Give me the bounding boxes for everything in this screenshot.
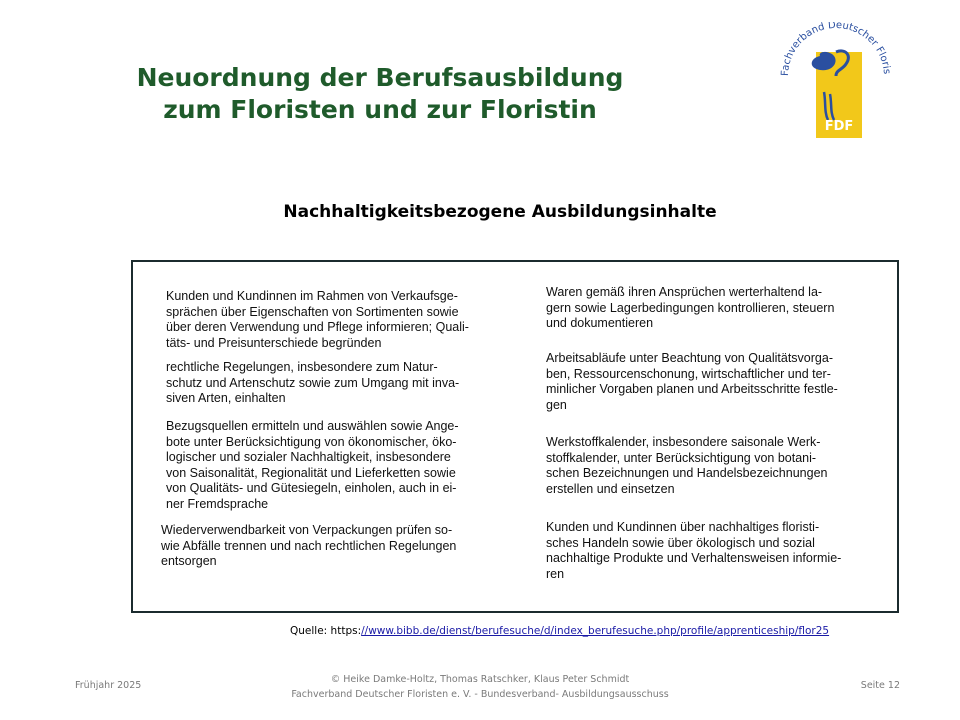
left-item-3: Bezugsquellen ermitteln und auswählen sowie Ange- bote unter Berücksichtigung von ökonomischer, öko- logischer und sozialer Nachhaltigkeit, insbesondere von Saisonalität, Regionalität und Lieferketten sowie von Qualitäts- und Gütesiegeln, einholen, auch in ei- ner Fremdsprache xyxy=(166,419,459,511)
left-item-2: rechtliche Regelungen, insbesondere zum Natur- schutz und Artenschutz sowie zum Umgang mit inva- siven Arten, einhalten xyxy=(166,360,460,406)
right-item-4: Kunden und Kundinnen über nachhaltiges floristi- sches Handeln sowie über ökologisch und sozial nachhaltige Produkte und Verhaltensweisen informie- ren xyxy=(546,520,842,581)
slide-title xyxy=(130,62,630,126)
footer-copyright xyxy=(280,672,680,702)
footer-page-number: Seite 12 xyxy=(860,680,900,691)
left-item-4: Wiederverwendbarkeit von Verpackungen prüfen so- wie Abfälle trennen und nach rechtlichen Regelungen entsorgen xyxy=(161,523,457,569)
footer-organization: Fachverband Deutscher Floristen e. V. - Bundesverband- Ausbildungsausschuss xyxy=(291,689,669,700)
fdf-logo xyxy=(776,22,896,140)
right-item-1: Waren gemäß ihren Ansprüchen werterhaltend la- gern sowie Lagerbedingungen kontrollieren, steuern und dokumentieren xyxy=(546,285,835,331)
fdf-logo-graphic xyxy=(776,22,896,140)
source-citation xyxy=(290,625,829,637)
slide-title-line-1: Neuordnung der Berufsausbildung xyxy=(136,63,624,92)
source-prefix: Quelle: https: xyxy=(290,625,362,637)
right-item-3: Werkstoffkalender, insbesondere saisonale Werk- stoffkalender, unter Berücksichtigung von botani- schen Bezeichnungen und Handelsbezeichnungen erstellen und einsetzen xyxy=(546,435,828,496)
logo-arc-text: Fachverband Deutscher Floris xyxy=(779,22,893,77)
logo-abbr: FDF xyxy=(824,119,854,134)
section-heading: Nachhaltigkeitsbezogene Ausbildungsinhalte xyxy=(283,202,717,222)
footer-authors: © Heike Damke-Holtz, Thomas Ratschker, Klaus Peter Schmidt xyxy=(330,674,630,685)
footer-date: Frühjahr 2025 xyxy=(75,680,142,691)
content-box xyxy=(131,260,899,613)
slide-title-line-2: zum Floristen und zur Floristin xyxy=(163,95,597,124)
left-item-1: Kunden und Kundinnen im Rahmen von Verkaufsge- sprächen über Eigenschaften von Sortimenten sowie über deren Verwendung und Pflege informieren; Quali- täts- und Preisunterschiede begründen xyxy=(166,289,469,350)
right-item-2: Arbeitsabläufe unter Beachtung von Qualitätsvorga- ben, Ressourcenschonung, wirtschaftlicher und ter- minlicher Vorgaben planen und Arbeitsschritte festle- gen xyxy=(546,351,838,412)
source-link[interactable]: //www.bibb.de/dienst/berufesuche/d/index_berufesuche.php/profile/apprenticeship/flor25 xyxy=(361,625,830,637)
